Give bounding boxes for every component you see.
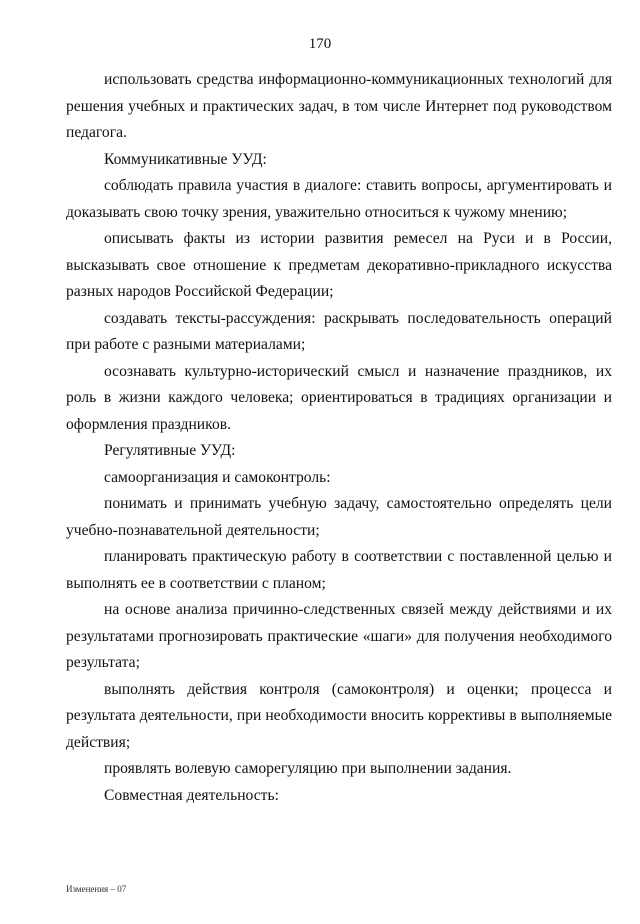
paragraph-learning-task: понимать и принимать учебную задачу, самостоятельно определять цели учебно-познавательной деятельности; [66, 495, 612, 539]
paragraph-control: выполнять действия контроля (самоконтроля) и оценки; процесса и результата деятельности, при необходимости вносить коррективы в выполняемые действия; [66, 680, 612, 751]
document-body [66, 67, 612, 809]
paragraph-ict-usage: использовать средства информационно-коммуникационных технологий для решения учебных и практических задач, в том числе Интернет под руководством педагога. [66, 71, 612, 141]
paragraph-self-regulation: проявлять волевую саморегуляцию при выполнении задания. [104, 760, 512, 777]
heading-communicative-uud: Коммуникативные УУД: [104, 150, 267, 168]
paragraph-planning: планировать практическую работу в соответствии с поставленной целью и выполнять ее в соответствии с планом; [66, 548, 612, 592]
heading-joint-activity: Совместная деятельность: [104, 786, 279, 804]
page-number: 170 [308, 36, 332, 52]
paragraph-dialogue-rules: соблюдать правила участия в диалоге: ставить вопросы, аргументировать и доказывать свою точку зрения, уважительно относиться к чужому мнению; [66, 177, 612, 221]
paragraph-cause-effect: на основе анализа причинно-следственных связей между действиями и их результатами прогнозировать практические «шаги» для получения необходимого результата; [66, 601, 612, 671]
subheading-self-organization: самоорганизация и самоконтроль: [104, 468, 331, 486]
paragraph-reasoning-texts: создавать тексты-рассуждения: раскрывать последовательность операций при работе с разными материалами; [66, 309, 612, 353]
paragraph-holidays: осознавать культурно-исторический смысл и назначение праздников, их роль в жизни каждого человека; ориентироваться в традициях организации и оформления праздников. [66, 362, 612, 433]
paragraph-crafts-history: описывать факты из истории развития ремесел на Руси и в России, высказывать свое отношение к предметам декоративно-прикладного искусства разных народов Российской Федерации; [66, 230, 612, 300]
heading-regulatory-uud: Регулятивные УУД: [104, 442, 236, 459]
footer-revision: Изменения – 07 [66, 884, 127, 894]
